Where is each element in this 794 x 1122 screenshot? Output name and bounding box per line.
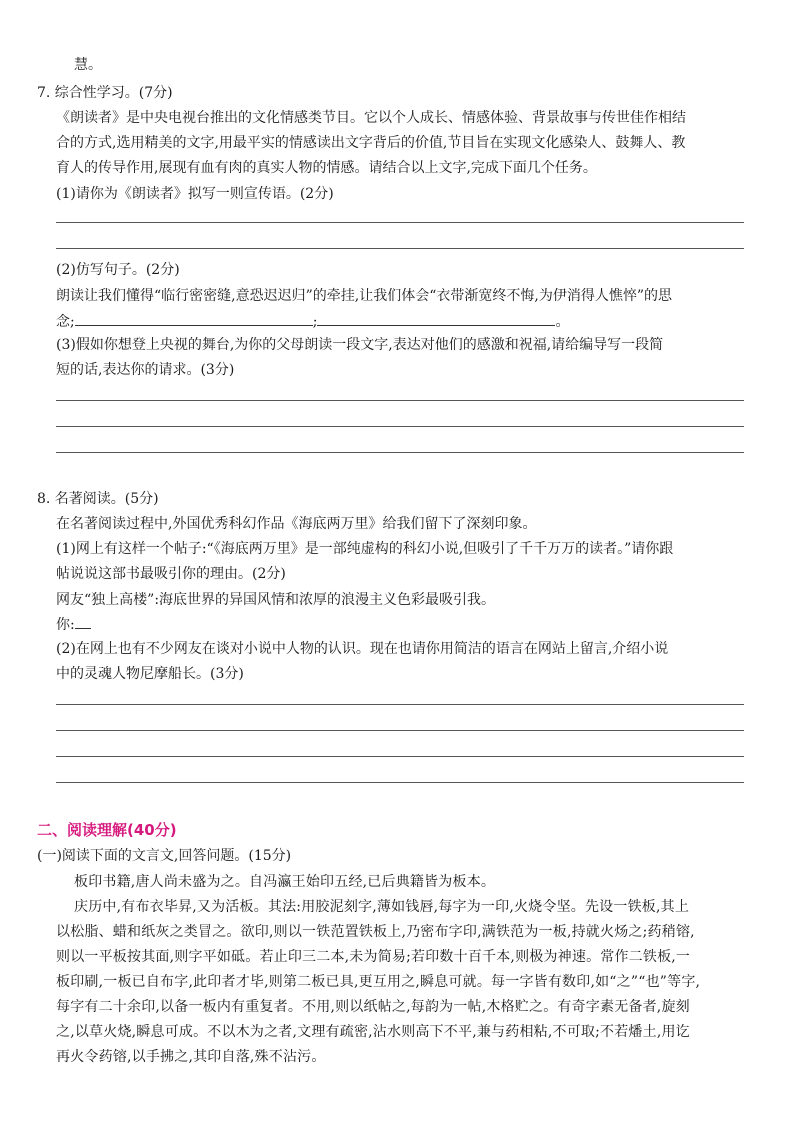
answer-blank[interactable] <box>75 614 91 629</box>
text-line: 帖说说这部书最吸引你的理由。(2分) <box>56 566 286 582</box>
answer-line[interactable] <box>56 222 744 223</box>
task-2-prompt: (2)在网上也有不少网友在谈对小说中人物的认识。现在也请你用简洁的语言在网站上留言,介绍小说 <box>56 641 669 657</box>
question-7-title: 7. 综合性学习。(7分) <box>37 85 173 101</box>
fill-blank-2[interactable] <box>317 311 555 326</box>
section-title: 二、阅读理解(40分) <box>37 821 177 839</box>
answer-line[interactable] <box>56 426 744 427</box>
text-line: 在名著阅读过程中,外国优秀科幻作品《海底两万里》给我们留下了深刻印象。 <box>56 516 537 532</box>
text-line: 网友“独上高楼”:海底世界的异国风情和浓厚的浪漫主义色彩最吸引我。 <box>56 592 496 608</box>
task-1-prompt: (1)请你为《朗读者》拟写一则宣传语。(2分) <box>56 186 334 202</box>
answer-line[interactable] <box>56 452 744 453</box>
text-fragment: 念; <box>56 314 75 330</box>
classical-text-line: 则以一平板按其面,则字平如砥。若止印三二本,未为简易;若印数十百千本,则极为神速。常作二铁板,一 <box>56 949 691 965</box>
answer-line[interactable] <box>56 730 744 731</box>
text-line: 合的方式,选用精美的文字,用最平实的情感读出文字背后的价值,节目旨在实现文化感染人、鼓舞人、教 <box>56 135 686 151</box>
classical-text-line: 庆历中,有布衣毕昇,又为活板。其法:用胶泥刻字,薄如钱唇,每字为一印,火烧令坚。先设一铁板,其上 <box>74 899 690 915</box>
text-fragment: 。 <box>555 314 570 330</box>
classical-text-line: 板印刷,一板已自布字,此印者才毕,则第二板已具,更互用之,瞬息可就。每一字皆有数印,如“之”“也”等字, <box>56 974 701 990</box>
classical-text-line: 板印书籍,唐人尚未盛为之。自冯瀛王始印五经,已后典籍皆为板本。 <box>74 874 496 890</box>
answer-line[interactable] <box>56 704 744 705</box>
task-1-prompt: (1)网上有这样一个帖子:“《海底两万里》是一部纯虚构的科幻小说,但吸引了千千万万的读者。”请你跟 <box>56 541 674 557</box>
question-8-title: 8. 名著阅读。(5分) <box>37 491 159 507</box>
answer-line[interactable] <box>56 400 744 401</box>
answer-label: 你: <box>56 617 75 633</box>
text-line: 短的话,表达你的请求。(3分) <box>56 362 235 378</box>
text-line: 《朗读者》是中央电视台推出的文化情感类节目。它以个人成长、情感体验、背景故事与传世佳作相结 <box>56 110 686 126</box>
text-line: 慧。 <box>74 57 102 73</box>
answer-line[interactable] <box>56 756 744 757</box>
text-line: 育人的传导作用,展现有血有肉的真实人物的情感。请结合以上文字,完成下面几个任务。 <box>56 160 597 176</box>
text-fragment: ; <box>312 314 318 330</box>
your-answer-line <box>56 614 91 635</box>
task-2-prompt: (2)仿写句子。(2分) <box>56 262 180 278</box>
task-3-prompt: (3)假如你想登上央视的舞台,为你的父母朗读一段文字,表达对他们的感激和祝福,请给编导写一段简 <box>56 337 664 353</box>
fill-blank-1[interactable] <box>75 311 313 326</box>
classical-text-line: 以松脂、蜡和纸灰之类冒之。欲印,则以一铁范置铁板上,乃密布字印,满铁范为一板,持就火炀之;药稍镕, <box>56 924 695 940</box>
text-line: 中的灵魂人物尼摩船长。(3分) <box>56 666 244 682</box>
classical-text-line: 之,以草火烧,瞬息可成。不以木为之者,文理有疏密,沾水则高下不平,兼与药相粘,不可取;不若燔土,用讫 <box>56 1024 690 1040</box>
classical-text-line: 再火令药镕,以手拂之,其印自落,殊不沾污。 <box>56 1049 326 1065</box>
classical-text-line: 每字有二十余印,以备一板内有重复者。不用,则以纸帖之,每韵为一帖,木格贮之。有奇字素无备者,旋刻 <box>56 999 690 1015</box>
answer-line[interactable] <box>56 248 744 249</box>
text-line: 朗读让我们懂得“临行密密缝,意恐迟迟归”的牵挂,让我们体会“衣带渐宽终不悔,为伊消得人憔悴”的思 <box>56 288 672 304</box>
answer-line[interactable] <box>56 782 744 783</box>
fill-in-line <box>56 311 569 332</box>
reading-instructions: (一)阅读下面的文言文,回答问题。(15分) <box>37 848 292 864</box>
